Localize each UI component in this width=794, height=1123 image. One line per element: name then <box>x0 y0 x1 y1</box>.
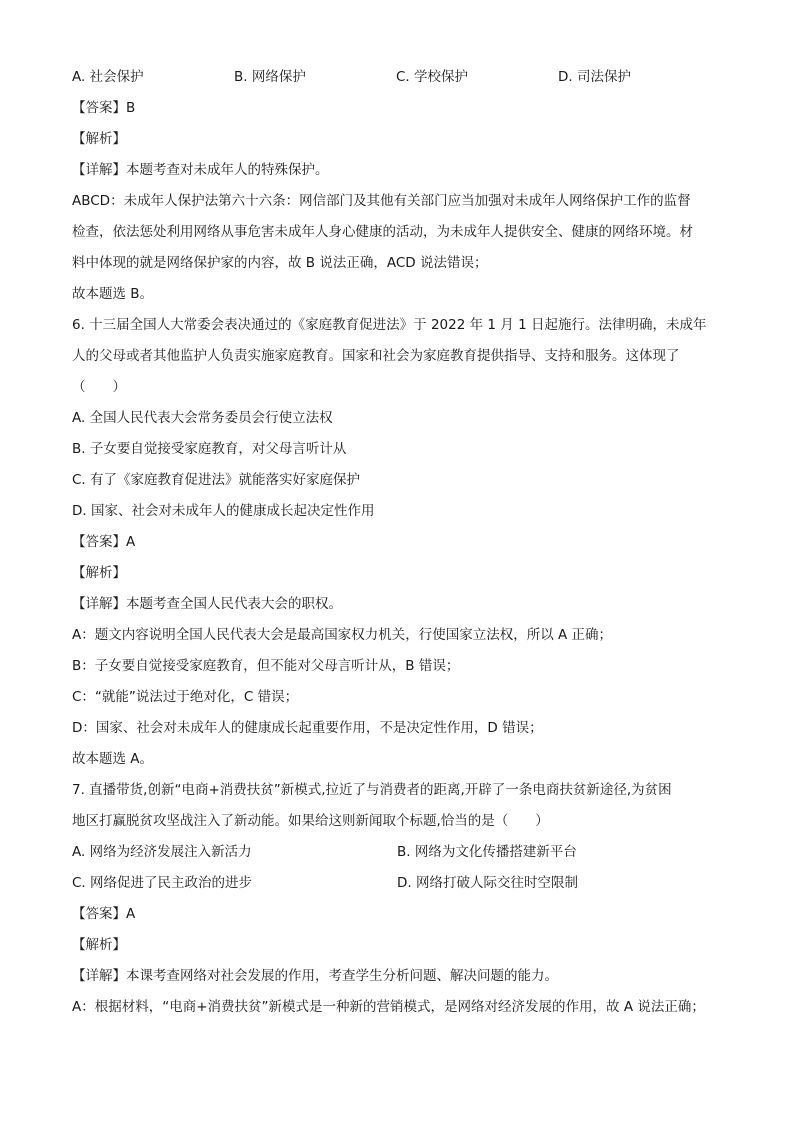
q6-explain-line-1: A：题文内容说明全国人民代表大会是最高国家权力机关，行使国家立法权，所以 A 正确； <box>72 627 613 643</box>
q7-options-row-1 <box>72 837 722 868</box>
q7-stem-line-1: 7. 直播带货,创新“电商+消费扶贫”新模式,拉近了与消费者的距离,开辟了一条电商扶贫新途径,为贫困 <box>72 782 672 798</box>
q7-answer: 【答案】A <box>72 906 136 922</box>
q5-option-d: D. 司法保护 <box>558 69 631 85</box>
q6-detail: 【详解】本题考查全国人民代表大会的职权。 <box>72 596 342 612</box>
q7-option-c: C. 网络促进了民主政治的进步 <box>72 875 253 891</box>
q6-option-d: D. 国家、社会对未成年人的健康成长起决定性作用 <box>72 503 375 519</box>
q7-options-row-2 <box>72 868 722 899</box>
q6-answer: 【答案】A <box>72 534 136 550</box>
q5-option-a: A. 社会保护 <box>72 69 144 85</box>
q7-option-b: B. 网络为文化传播搭建新平台 <box>397 844 577 860</box>
q7-analysis-heading: 【解析】 <box>72 937 126 953</box>
q6-explain-line-3: C：“就能”说法过于绝对化，C 错误； <box>72 689 299 705</box>
q6-option-c: C. 有了《家庭教育促进法》就能落实好家庭保护 <box>72 472 361 488</box>
q6-option-a: A. 全国人民代表大会常务委员会行使立法权 <box>72 410 333 426</box>
q6-stem-line-1: 6. 十三届全国人大常委会表决通过的《家庭教育促进法》于 2022 年 1 月 1 日起施行。法律明确，未成年 <box>72 317 707 333</box>
q5-explain-line-3: 料中体现的就是网络保护家的内容，故 B 说法正确，ACD 说法错误； <box>72 255 488 271</box>
q7-detail: 【详解】本课考查网络对社会发展的作用，考查学生分析问题、解决问题的能力。 <box>72 968 558 984</box>
q5-options <box>72 62 722 93</box>
q5-analysis-heading: 【解析】 <box>72 131 126 147</box>
q7-stem-line-2: 地区打赢脱贫攻坚战注入了新动能。如果给这则新闻取个标题,恰当的是（ ） <box>72 813 549 829</box>
q7-option-d: D. 网络打破人际交往时空限制 <box>397 875 578 891</box>
q6-stem-line-2: 人的父母或者其他监护人负责实施家庭教育。国家和社会为家庭教育提供指导、支持和服务。这体现了 <box>72 348 680 364</box>
q5-answer: 【答案】B <box>72 100 136 116</box>
q5-option-b: B. 网络保护 <box>234 69 306 85</box>
q6-option-b: B. 子女要自觉接受家庭教育，对父母言听计从 <box>72 441 347 457</box>
q6-explain-line-2: B：子女要自觉接受家庭教育，但不能对父母言听计从，B 错误； <box>72 658 460 674</box>
document-page <box>72 62 722 1023</box>
q5-conclusion: 故本题选 B。 <box>72 286 154 302</box>
q5-option-c: C. 学校保护 <box>396 69 469 85</box>
q6-stem-line-3: （ ） <box>72 379 126 395</box>
q6-conclusion: 故本题选 A。 <box>72 751 154 767</box>
q6-explain-line-4: D：国家、社会对未成年人的健康成长起重要作用，不是决定性作用，D 错误； <box>72 720 543 736</box>
q5-explain-line-2: 检查，依法惩处利用网络从事危害未成年人身心健康的活动，为未成年人提供安全、健康的网络环境。材 <box>72 224 693 240</box>
q6-analysis-heading: 【解析】 <box>72 565 126 581</box>
q5-explain-line-1: ABCD：未成年人保护法第六十六条：网信部门及其他有关部门应当加强对未成年人网络保护工作的监督 <box>72 193 691 209</box>
q5-detail: 【详解】本题考查对未成年人的特殊保护。 <box>72 162 329 178</box>
q7-explain-line-1: A：根据材料，“电商+消费扶贫”新模式是一种新的营销模式，是网络对经济发展的作用，故 A 说法正确； <box>72 999 705 1015</box>
q7-option-a: A. 网络为经济发展注入新活力 <box>72 844 252 860</box>
